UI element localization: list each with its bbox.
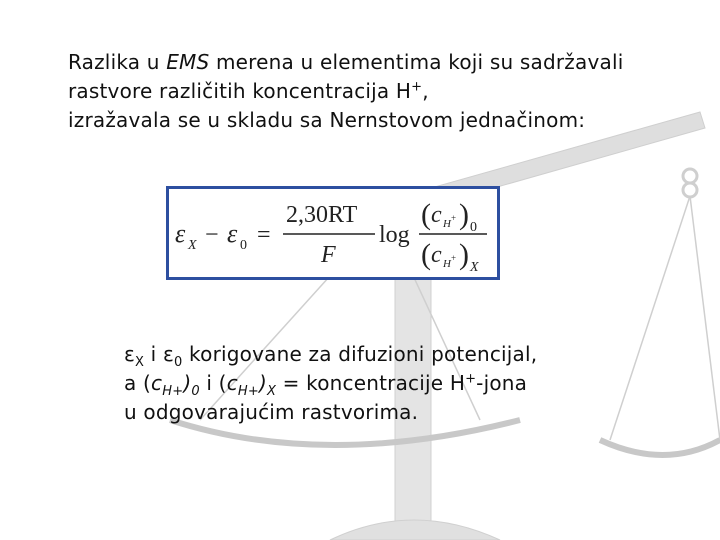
scale-base [330, 520, 500, 540]
nernst-equation-box [166, 186, 500, 280]
epsilon-symbol: ε [124, 342, 136, 366]
concentration-c: c [431, 202, 442, 228]
intro-text: rastvore različitih koncentracija H [68, 79, 412, 103]
scale-chain-link [683, 169, 697, 183]
intro-line-1 [68, 48, 668, 77]
outer-subscript-x: X [470, 260, 479, 275]
subscript-x: X [135, 355, 145, 370]
notes-line-1 [124, 340, 594, 369]
subscript-zero: 0 [191, 384, 200, 399]
notes-text: i ( [199, 371, 227, 395]
notes-text: a ( [124, 371, 152, 395]
paren-open: ( [421, 198, 431, 231]
notes-text: i ε [144, 342, 175, 366]
subscript-h-plus: H+ [237, 384, 259, 399]
scale-chain-link [683, 183, 697, 197]
emphasis-ems: EMS [166, 50, 210, 74]
scale-string [690, 196, 720, 440]
concentration-c: c [151, 371, 163, 395]
log-operator: log [379, 222, 410, 248]
nernst-equation [169, 189, 497, 277]
intro-line-3: izražavala se u skladu sa Nernstovom jednačinom: [68, 108, 586, 132]
intro-paragraph [68, 48, 668, 135]
intro-text: , [422, 79, 429, 103]
subscript-zero: 0 [174, 355, 183, 370]
concentration-c: c [226, 371, 238, 395]
subscript-h: H [443, 218, 451, 230]
notes-text: korigovane za difuzioni potencijal, [182, 342, 538, 366]
intro-line-2 [68, 77, 668, 106]
outer-subscript-zero: 0 [470, 220, 477, 235]
fraction-numerator: 2,30RT [286, 202, 358, 228]
scale-pan-right [600, 440, 720, 455]
subscript-h-plus: H+ [162, 384, 184, 399]
subscript-x: X [188, 238, 197, 253]
notes-line-2 [124, 369, 594, 398]
paren-close: ) [459, 198, 469, 231]
notes-line-3: u odgovarajućim rastvorima. [124, 400, 419, 424]
notes-text: = koncentracije H [276, 371, 466, 395]
paren-close: ) [258, 371, 267, 395]
notes-text: -jona [476, 371, 528, 395]
superscript-plus: + [465, 371, 477, 387]
fraction-denominator: F [321, 242, 336, 268]
epsilon-symbol: ε [227, 219, 238, 248]
intro-text: merena u elementima koji su sadržavali [209, 50, 624, 74]
minus-sign: − [205, 222, 219, 248]
subscript-h: H [443, 258, 451, 270]
equals-sign: = [257, 222, 271, 248]
paren-close: ) [459, 238, 469, 271]
scale-string [610, 196, 690, 440]
superscript-plus: + [451, 253, 457, 263]
subscript-x: X [266, 384, 277, 399]
epsilon-symbol: ε [175, 219, 186, 248]
concentration-c: c [431, 242, 442, 268]
paren-close: ) [183, 371, 192, 395]
subscript-zero: 0 [240, 238, 247, 253]
notes-paragraph [124, 340, 594, 427]
superscript-plus: + [411, 79, 423, 95]
intro-text: Razlika u [68, 50, 167, 74]
superscript-plus: + [451, 213, 457, 223]
paren-open: ( [421, 238, 431, 271]
